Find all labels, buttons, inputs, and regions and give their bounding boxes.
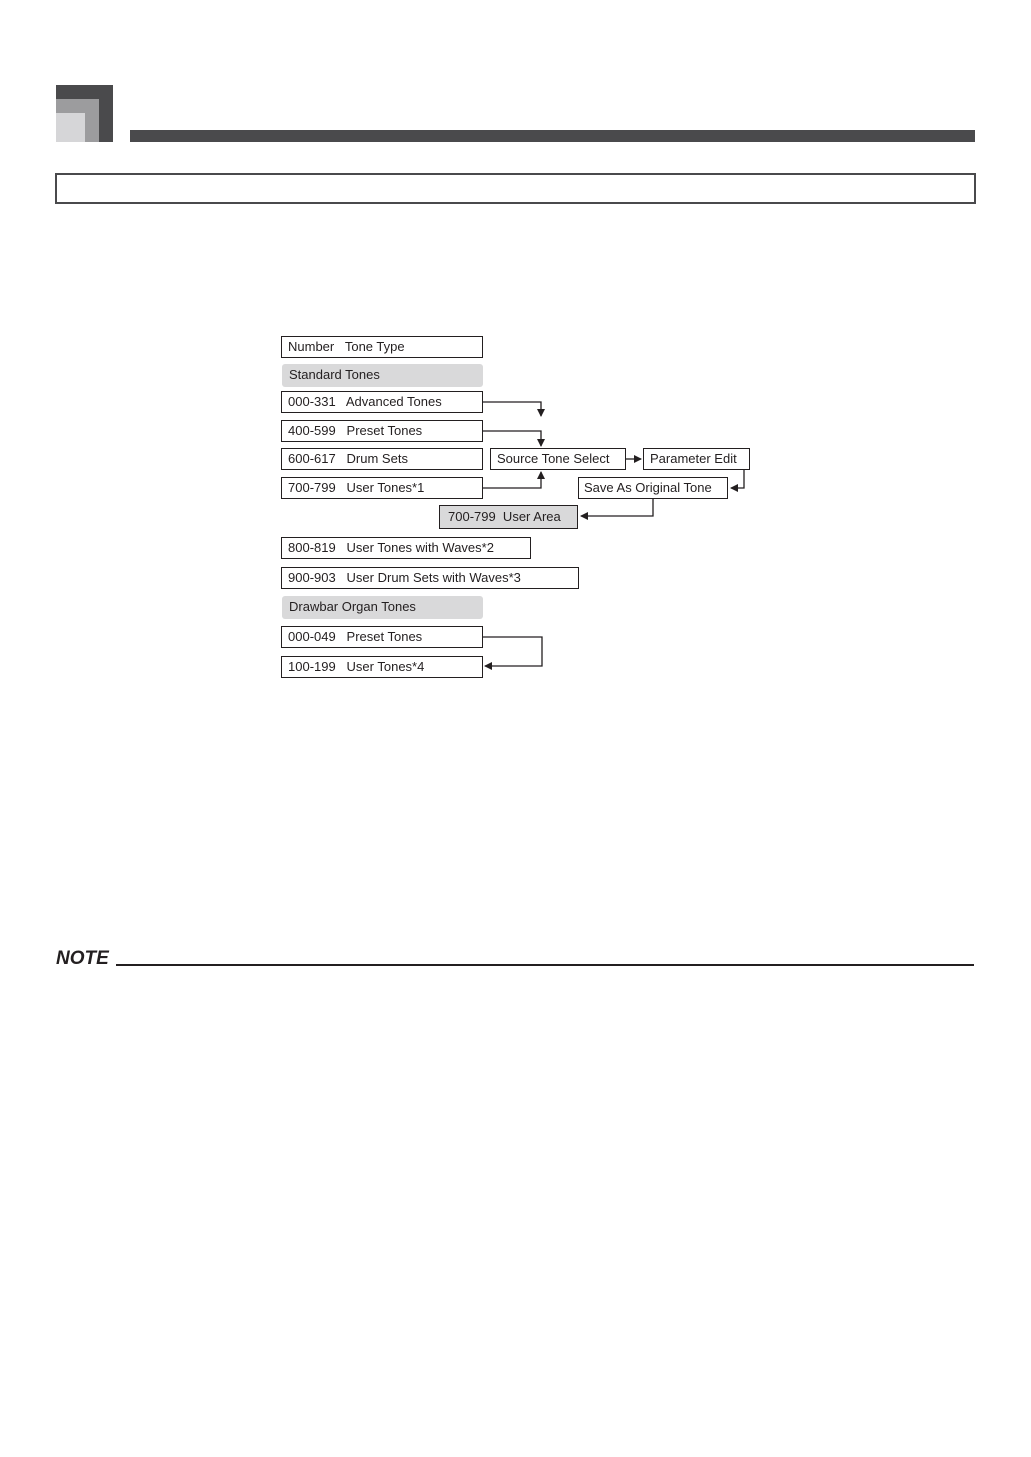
source-tone-select-box: Source Tone Select xyxy=(490,448,626,470)
row-drum-sets: 600-617 Drum Sets xyxy=(281,448,483,470)
row-preset-tones: 400-599 Preset Tones xyxy=(281,420,483,442)
arrow-user-to-source xyxy=(483,472,541,488)
user-area-box: 700-799 User Area xyxy=(439,505,578,529)
arrow-preset-to-source xyxy=(483,431,541,446)
row-user-tones-with-waves: 800-819 User Tones with Waves*2 xyxy=(281,537,531,559)
arrow-drawbar-preset-to-user xyxy=(483,637,542,666)
row-drawbar-preset-tones: 000-049 Preset Tones xyxy=(281,626,483,648)
row-user-tones: 700-799 User Tones*1 xyxy=(281,477,483,499)
table-header-row: Number Tone Type xyxy=(281,336,483,358)
arrow-parameter-to-save xyxy=(731,470,744,488)
parameter-edit-box: Parameter Edit xyxy=(643,448,750,470)
note-label: NOTE xyxy=(56,948,109,969)
note-rule xyxy=(116,964,974,966)
row-drawbar-user-tones: 100-199 User Tones*4 xyxy=(281,656,483,678)
standard-tones-label: Standard Tones xyxy=(282,364,483,387)
arrow-save-to-user-area xyxy=(581,499,653,516)
row-advanced-tones: 000-331 Advanced Tones xyxy=(281,391,483,413)
arrow-advanced-to-source xyxy=(483,402,541,416)
row-user-drum-sets-with-waves: 900-903 User Drum Sets with Waves*3 xyxy=(281,567,579,589)
save-as-original-tone-box: Save As Original Tone xyxy=(578,477,728,499)
drawbar-organ-tones-label: Drawbar Organ Tones xyxy=(282,596,483,619)
